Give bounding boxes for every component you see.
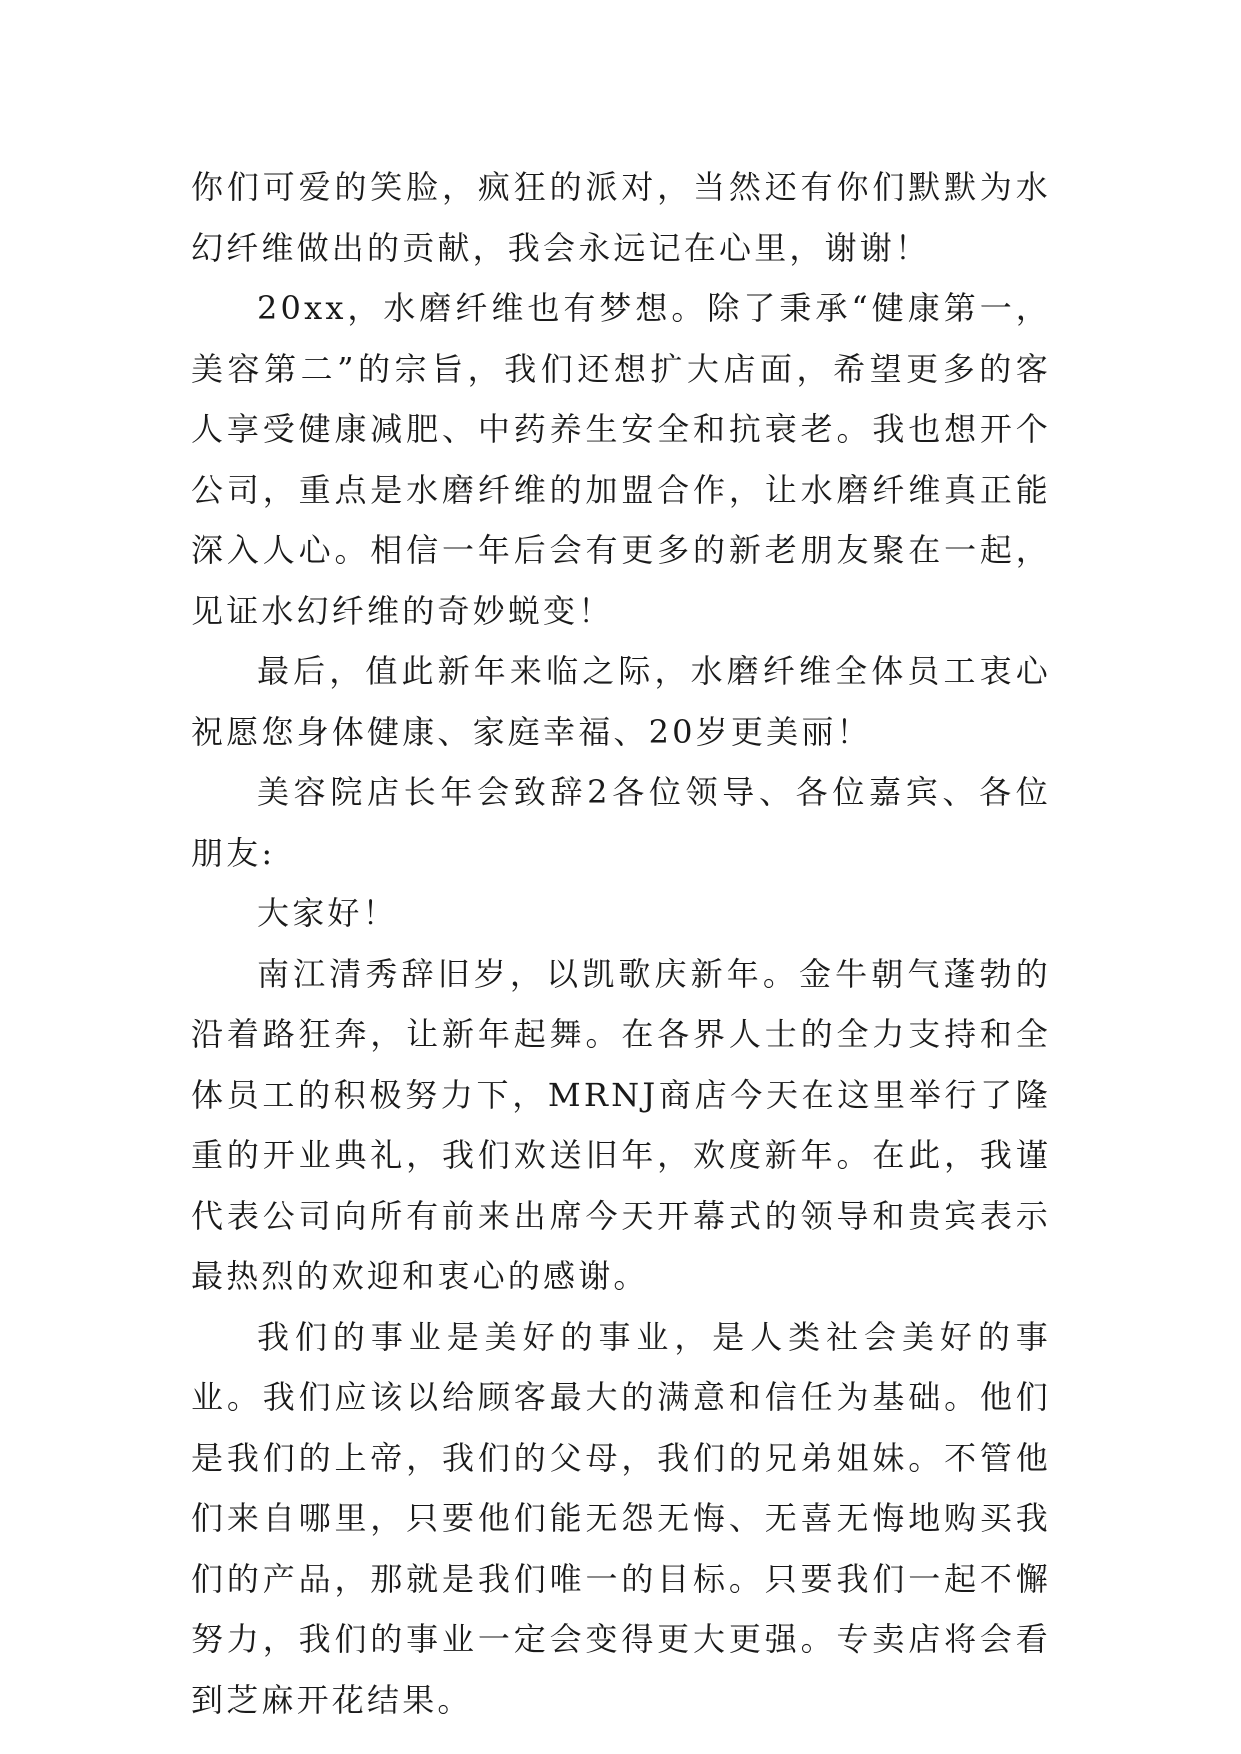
paragraph-continuation: 你们可爱的笑脸，疯狂的派对，当然还有你们默默为水幻纤维做出的贡献，我会永远记在心里，谢谢！ [191,168,1051,267]
greeting: 大家好！ [257,894,398,932]
paragraph-opening: 南江清秀辞旧岁，以凯歌庆新年。金牛朝气蓬勃的沿着路狂奔，让新年起舞。在各界人士的全力支持和全体员工的积极努力下，MRNJ商店今天在这里举行了隆重的开业典礼，我们欢送旧年，欢度新年。在此，我谨代表公司向所有前来出席今天开幕式的领导和贵宾表示最热烈的欢迎和衷心的感谢。 [191,954,1051,1295]
paragraph-wishes: 最后，值此新年来临之际，水磨纤维全体员工衷心祝愿您身体健康、家庭幸福、20岁更美丽！ [191,652,1051,751]
paragraph-mission: 我们的事业是美好的事业，是人类社会美好的事业。我们应该以给顾客最大的满意和信任为基础。他们是我们的上帝，我们的父母，我们的兄弟姐妹。不管他们来自哪里，只要他们能无怨无悔、无喜无悔地购买我们的产品，那就是我们唯一的目标。只要我们一起不懈努力，我们的事业一定会变得更大更强。专卖店将会看到芝麻开花结果。 [191,1317,1051,1719]
speech-title: 美容院店长年会致辞2各位领导、各位嘉宾、各位朋友: [191,773,1051,872]
paragraph-dream: 20xx，水磨纤维也有梦想。除了秉承“健康第一，美容第二”的宗旨，我们还想扩大店面，希望更多的客人享受健康减肥、中药养生安全和抗衰老。我也想开个公司，重点是水磨纤维的加盟合作，让水磨纤维真正能深入人心。相信一年后会有更多的新老朋友聚在一起，见证水幻纤维的奇妙蜕变！ [191,289,1051,630]
document-body [191,157,1051,1730]
